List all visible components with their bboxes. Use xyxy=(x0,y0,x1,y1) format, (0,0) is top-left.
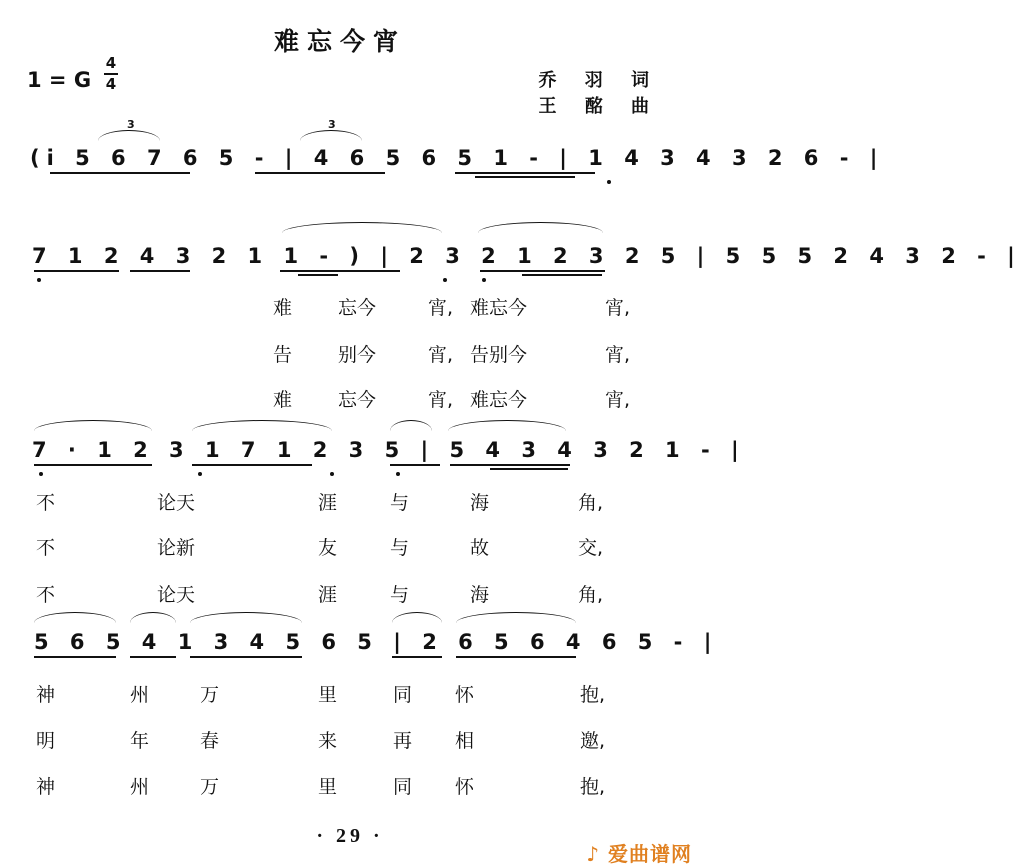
lyric: 宵, xyxy=(428,297,454,319)
lyric: 宵, xyxy=(428,389,454,411)
slur xyxy=(98,130,160,141)
lyric: 来 xyxy=(318,730,338,752)
notation-row-1: (i 5 6 7 6 5 - | 4 6 5 6 5 1 - | 1 4 3 4 3 2 6 - | xyxy=(30,146,885,170)
time-signature-bottom: 4 xyxy=(105,75,117,93)
lyricist-credit: 乔 羽 词 xyxy=(538,70,660,91)
lyric: 论新 xyxy=(157,537,196,559)
underline xyxy=(522,274,602,276)
lyric: 与 xyxy=(390,492,410,514)
underline xyxy=(392,656,442,658)
lyric: 海 xyxy=(470,584,490,606)
lyric: 难 xyxy=(273,297,293,319)
slur xyxy=(300,130,362,141)
lyric: 告 xyxy=(273,344,293,366)
lyric: 故 xyxy=(470,537,490,559)
underline xyxy=(255,172,385,174)
underline xyxy=(390,464,440,466)
key-signature: 1 = G xyxy=(27,68,92,92)
lyric: 宵, xyxy=(605,297,631,319)
slur xyxy=(34,420,152,431)
slur xyxy=(130,612,176,623)
lyric: 角, xyxy=(578,492,604,514)
lyric: 难 xyxy=(273,389,293,411)
lyric: 州 xyxy=(130,684,150,706)
slur xyxy=(456,612,576,623)
notation-row-2: 7 1 2 4 3 2 1 1 - ) | 2 3 2 1 2 3 2 5 | 5 5 5 2 4 3 2 - | xyxy=(32,244,1022,268)
lyric: 难忘今 xyxy=(470,297,528,319)
lyric: 万 xyxy=(200,776,220,798)
lyric: 涯 xyxy=(318,492,338,514)
lyric: 不 xyxy=(36,537,56,559)
underline xyxy=(480,270,605,272)
lyric: 明 xyxy=(36,730,56,752)
low-octave-dot xyxy=(330,472,334,476)
underline xyxy=(192,464,312,466)
low-octave-dot xyxy=(482,278,486,282)
underline xyxy=(280,270,400,272)
low-octave-dot xyxy=(607,180,611,184)
notation-row-3: 7 · 1 2 3 1 7 1 2 3 5 | 5 4 3 4 3 2 1 - | xyxy=(32,438,746,462)
slur xyxy=(390,420,432,431)
lyric: 神 xyxy=(36,684,56,706)
lyric: 友 xyxy=(318,537,338,559)
lyric: 不 xyxy=(36,492,56,514)
lyric: 抱, xyxy=(580,776,606,798)
underline xyxy=(298,274,338,276)
underline xyxy=(34,656,116,658)
lyric: 同 xyxy=(393,776,413,798)
lyric: 论天 xyxy=(157,492,196,514)
slur xyxy=(34,612,116,623)
lyric: 论天 xyxy=(157,584,196,606)
lyric: 与 xyxy=(390,584,410,606)
slur xyxy=(448,420,566,431)
underline xyxy=(450,464,570,466)
underline xyxy=(34,270,119,272)
slur xyxy=(190,612,302,623)
underline xyxy=(455,172,595,174)
lyric: 怀 xyxy=(455,684,475,706)
lyric: 忘今 xyxy=(338,297,377,319)
lyric: 别今 xyxy=(338,344,377,366)
lyric: 海 xyxy=(470,492,490,514)
lyric: 神 xyxy=(36,776,56,798)
slur xyxy=(392,612,442,623)
music-note-icon: ♪ xyxy=(586,842,601,866)
lyric: 与 xyxy=(390,537,410,559)
lyric: 里 xyxy=(318,776,338,798)
time-signature-top: 4 xyxy=(105,54,117,72)
watermark xyxy=(586,838,692,867)
lyric: 难忘今 xyxy=(470,389,528,411)
underline xyxy=(130,270,190,272)
underline xyxy=(456,656,576,658)
slur xyxy=(192,420,332,431)
lyric: 角, xyxy=(578,584,604,606)
lyric: 不 xyxy=(36,584,56,606)
triplet-mark: 3 xyxy=(328,118,336,131)
lyric: 春 xyxy=(200,730,220,752)
lyric: 宵, xyxy=(428,344,454,366)
watermark-text: 爱曲谱网 xyxy=(608,842,692,866)
low-octave-dot xyxy=(39,472,43,476)
triplet-mark: 3 xyxy=(127,118,135,131)
underline xyxy=(50,172,190,174)
underline xyxy=(34,464,152,466)
slur xyxy=(282,222,442,233)
lyric: 万 xyxy=(200,684,220,706)
lyric: 怀 xyxy=(455,776,475,798)
lyric: 相 xyxy=(455,730,475,752)
lyric: 交, xyxy=(578,537,604,559)
low-octave-dot xyxy=(443,278,447,282)
composer-credit: 王 酩 曲 xyxy=(538,96,660,117)
song-title: 难忘今宵 xyxy=(273,27,406,56)
lyric: 抱, xyxy=(580,684,606,706)
lyric: 邀, xyxy=(580,730,606,752)
notation-row-4: 5 6 5 4 1 3 4 5 6 5 | 2 6 5 6 4 6 5 - | xyxy=(34,630,719,654)
slur xyxy=(478,222,603,233)
lyric: 同 xyxy=(393,684,413,706)
lyric: 宵, xyxy=(605,344,631,366)
lyric: 再 xyxy=(393,730,413,752)
lyric: 年 xyxy=(130,730,150,752)
lyric: 涯 xyxy=(318,584,338,606)
lyric: 宵, xyxy=(605,389,631,411)
lyric: 告别今 xyxy=(470,344,528,366)
underline xyxy=(130,656,176,658)
lyric: 里 xyxy=(318,684,338,706)
lyric: 忘今 xyxy=(338,389,377,411)
underline xyxy=(490,468,568,470)
low-octave-dot xyxy=(198,472,202,476)
time-signature xyxy=(104,56,118,92)
page-number: · 29 · xyxy=(316,825,384,847)
low-octave-dot xyxy=(396,472,400,476)
low-octave-dot xyxy=(37,278,41,282)
underline xyxy=(190,656,302,658)
lyric: 州 xyxy=(130,776,150,798)
underline xyxy=(475,176,575,178)
